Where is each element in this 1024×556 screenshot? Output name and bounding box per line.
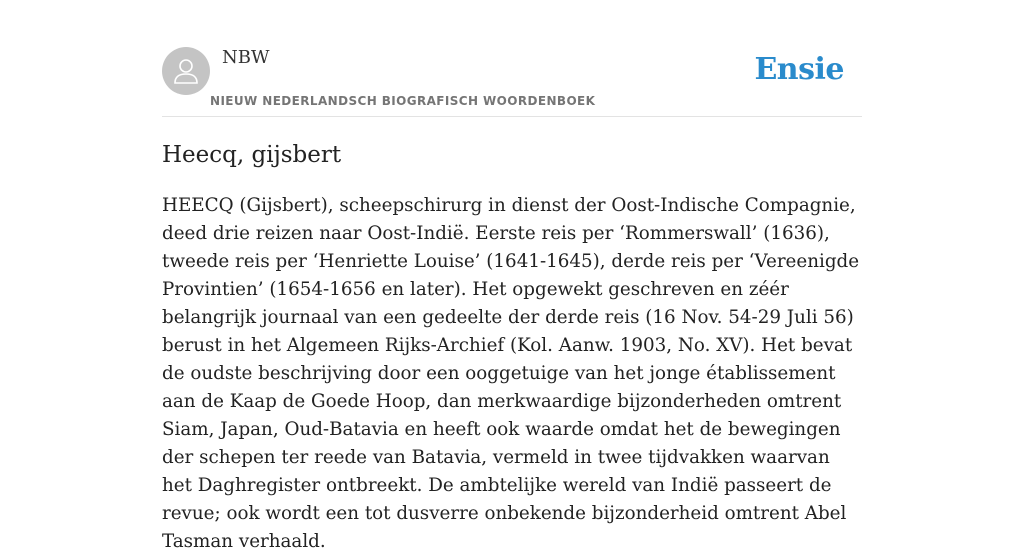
page-header: [162, 46, 862, 117]
author-name[interactable]: NBW: [222, 47, 270, 68]
site-logo[interactable]: Ensie: [754, 52, 844, 87]
article-body: HEECQ (Gijsbert), scheepschirurg in dienst der Oost-Indische Compagnie, deed drie reizen naar Oost-Indië. Eerste reis per ‘Rommerswall’ (1636), tweede reis per ‘Henriette Louise’ (1641-1645), derde reis per ‘Vereenigde Provintien’ (1654-1656 en later). Het opgewekt geschreven en zéér belangrijk journaal van een gedeelte der derde reis (16 Nov. 54-29 Juli 56) berust in het Algemeen Rijks-Archief (Kol. Aanw. 1903, No. XV). Het bevat de oudste beschrijving door een ooggetuige van het jonge établissement aan de Kaap de Goede Hoop, dan merkwaardige bijzonderheden omtrent Siam, Japan, Oud-Batavia en heeft ook waarde omdat het de bewegingen der schepen ter reede van Batavia, vermeld in twee tijdvakken waarvan het Daghregister ontbreekt. De ambtelijke wereld van Indië passeert de revue; ook wordt een tot dusverre onbekende bijzonderheid omtrent Abel Tasman verhaald.: [162, 195, 860, 552]
page-title: Heecq, gijsbert: [162, 142, 342, 168]
author-avatar-icon[interactable]: [162, 47, 210, 95]
publication-name[interactable]: NIEUW NEDERLANDSCH BIOGRAFISCH WOORDENBOEK: [210, 94, 596, 108]
